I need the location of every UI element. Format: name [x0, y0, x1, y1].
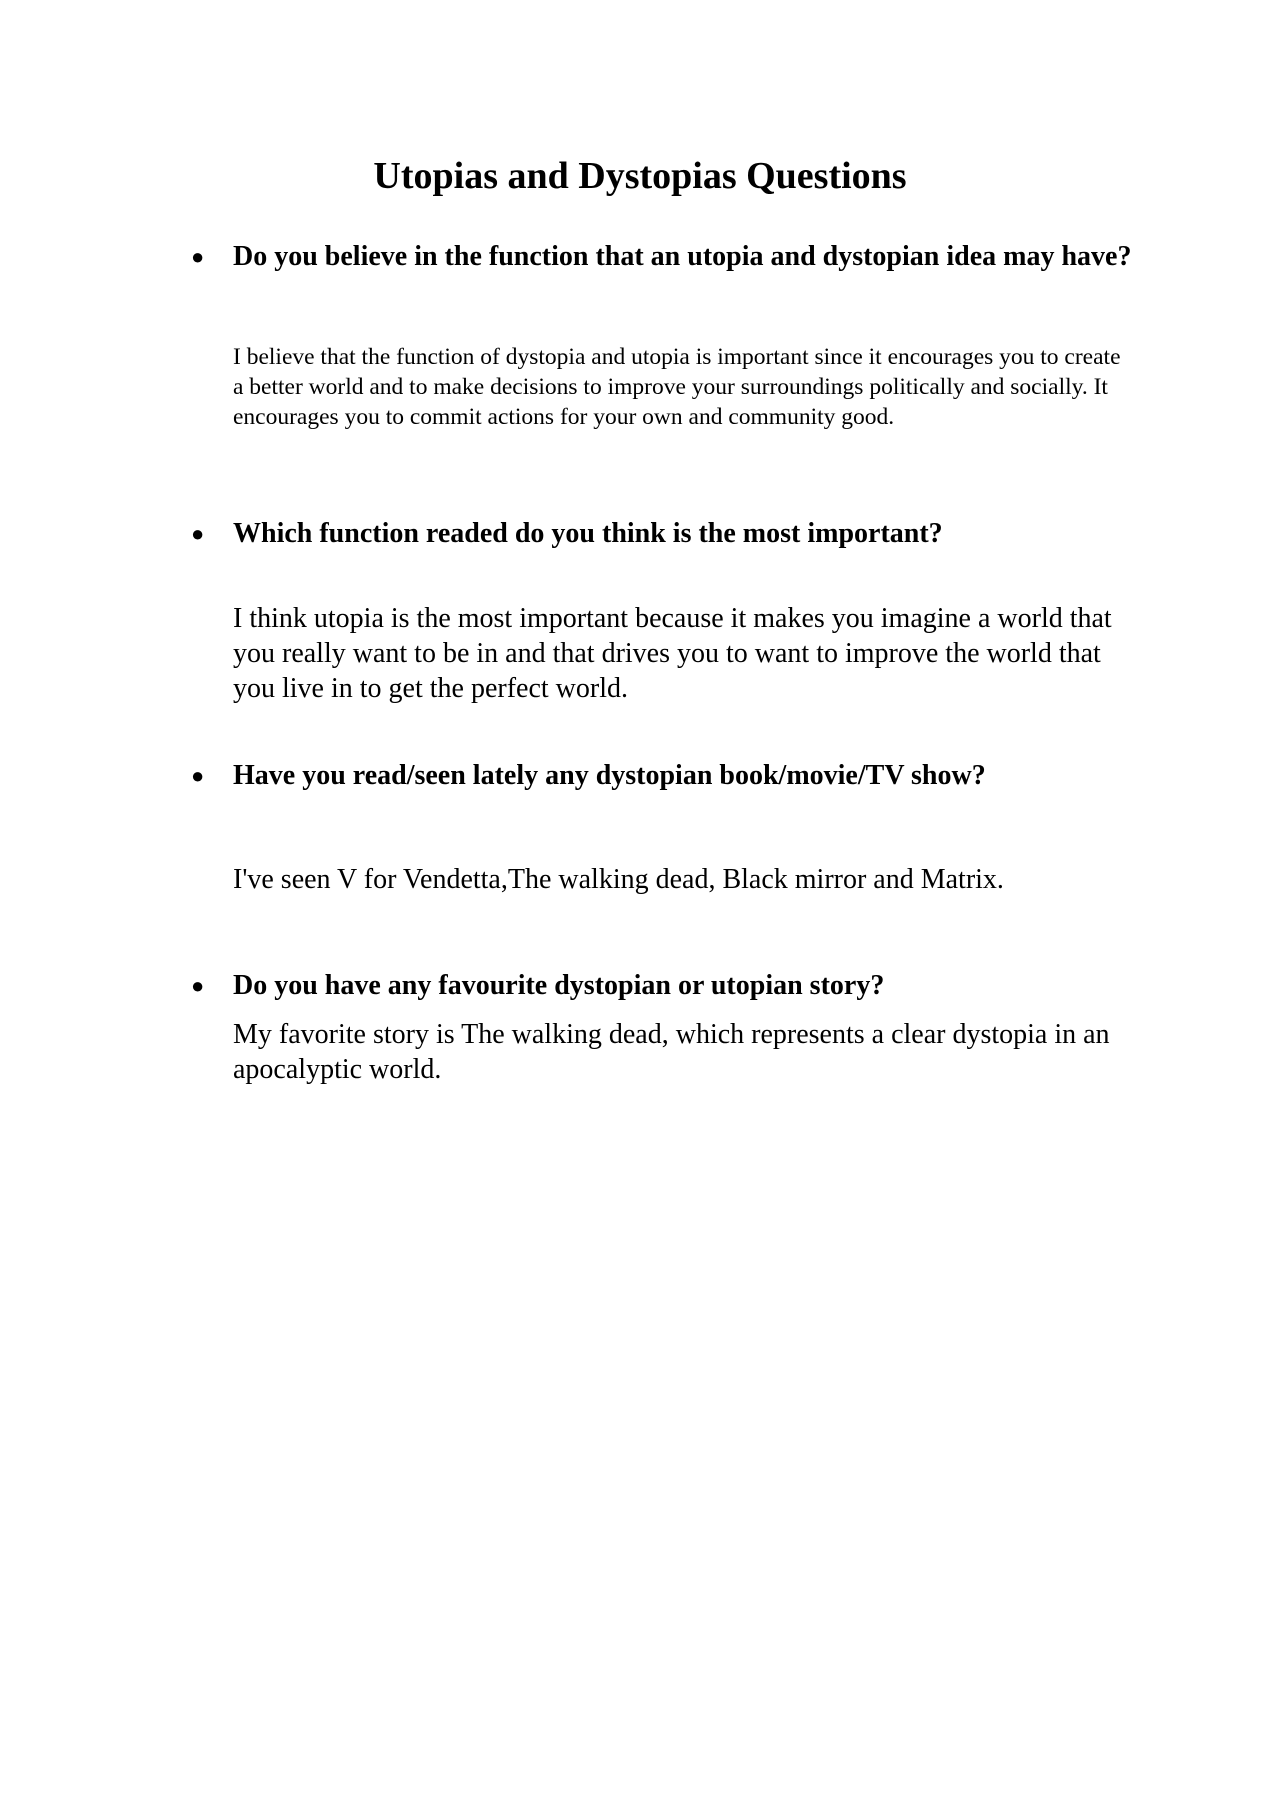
answer-2: I think utopia is the most important because it makes you imagine a world that you really want to be in and that drives you to want to improve the world that you live in to get the perfect world.: [233, 603, 1112, 704]
question-1: [191, 230, 1133, 283]
question-4: [191, 959, 1133, 1012]
question-2-text: Which function readed do you think is the most important?: [233, 518, 943, 549]
question-1-text: Do you believe in the function that an utopia and dystopian idea may have?: [233, 241, 1132, 272]
question-3: [191, 749, 1133, 802]
question-2: [191, 507, 1133, 560]
page-title: Utopias and Dystopias Questions: [373, 155, 907, 197]
bullet-icon: ●: [191, 244, 205, 269]
bullet-icon: ●: [191, 973, 205, 998]
bullet-icon: ●: [191, 763, 205, 788]
answer-3: I've seen V for Vendetta,The walking dead, Black mirror and Matrix.: [233, 864, 1004, 895]
question-4-text: Do you have any favourite dystopian or utopian story?: [233, 970, 885, 1001]
answer-1: I believe that the function of dystopia and utopia is important since it encourages you to create a better world and to make decisions to improve your surroundings politically and socially. It encourages you to commit actions for your own and community good.: [233, 344, 1121, 430]
answer-4: My favorite story is The walking dead, which represents a clear dystopia in an apocalyptic world.: [233, 1019, 1110, 1085]
question-3-text: Have you read/seen lately any dystopian book/movie/TV show?: [233, 760, 986, 791]
bullet-icon: ●: [191, 521, 205, 546]
